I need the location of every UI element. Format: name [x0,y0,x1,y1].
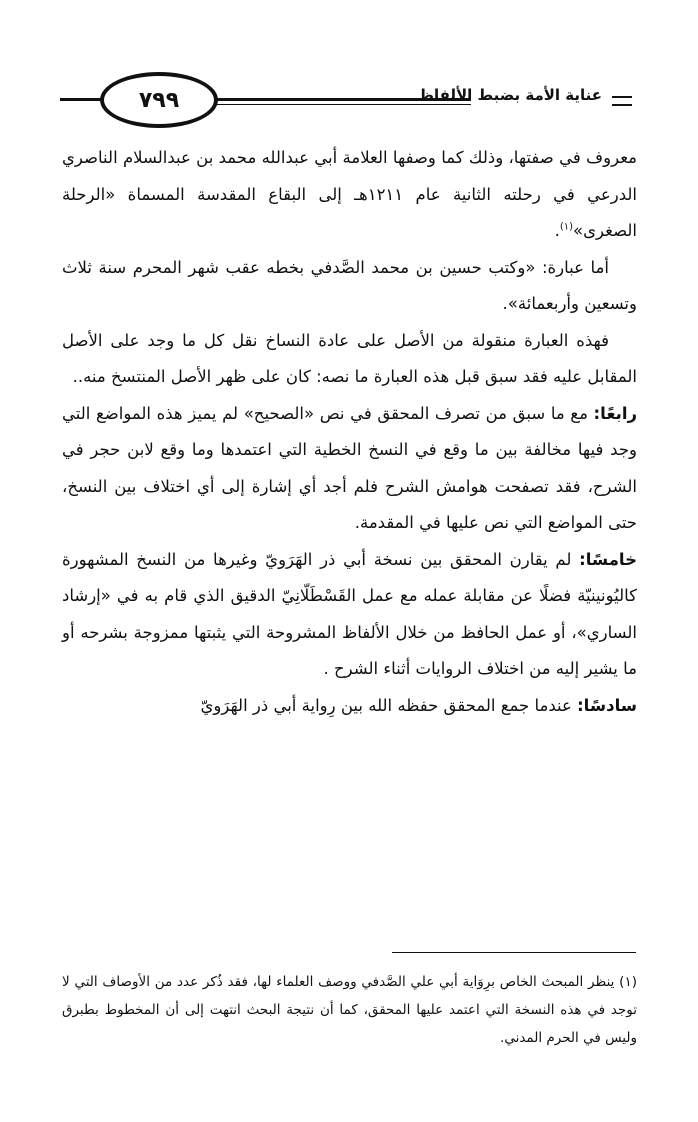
paragraph-1-text: معروف في صفتها، وذلك كما وصفها العلامة أبي عبدالله محمد بن عبدالسلام الناصري الدرعي في رحلته الثانية عام ١٢١١هـ إلى البقاع المقدسة المسماة «الرحلة الصغرى» [62,148,637,240]
footnotes [62,968,637,1052]
header-rule-left [60,98,104,101]
paragraph-2: أما عبارة: «وكتب حسين بن محمد الصَّدفي بخطه عقب شهر المحرم سنة ثلاث وتسعين وأربعمائة». [62,257,637,313]
paragraph-6-lead: سادسًا: [577,695,637,715]
running-header [60,72,632,132]
paragraph-1 [62,140,637,250]
main-text [62,140,637,724]
paragraph-4-lead: رابعًا: [593,403,637,423]
paragraph-5-text: لم يقارن المحقق بين نسخة أبي ذر الهَرَويّ وغيرها من النسخ المشهورة كاليُونينيّة فضلًا عن مقابلة عمله مع عمل القَسْطَلّانِيّ الدقيق الذي قام به في «إرشاد الساري»، أو عمل الحافظ من خلال الألفاظ المشروحة التي يثبتها ممزوجة بشرحه أو ما يشير إليه من اختلاف الروايات أثناء الشرح . [62,549,637,678]
paragraph-4-text: مع ما سبق من تصرف المحقق في نص «الصحيح» لم يميز هذه المواضع التي وجد فيها مخالفة بين ما وقع في النسخ الخطية التي اعتمدها وما وقع لابن حجر في الشرح، فقد تصفحت هوامش الشرح فلم أجد أي إشارة إلى أي اختلاف بين النسخ، حتى المواضع التي نص عليها في المقدمة. [62,403,637,532]
paragraph-1-tail: . [554,221,560,240]
paragraph-5 [62,542,637,688]
footnote-reference[interactable]: (١) [559,221,573,233]
page-number: ٧٩٩ [100,72,218,128]
paragraph-6-text: عندما جمع المحقق حفظه الله بين رِواية أبي ذر الهَرَويّ [200,695,578,715]
footnote-1-text: ينظر المبحث الخاص برِوَاية أبي علي الصَّدفي ووصف العلماء لها، فقد ذُكر عدد من الأوصاف التي لا توجد في هذه النسخة التي اعتمد عليها المحقق، كما أن نتيجة البحث انتهت إلى أن المخطوط بطبرق وليس في الحرم المدني. [62,974,637,1046]
header-rule-thin [216,104,471,105]
paragraph-5-lead: خامسًا: [579,549,637,569]
footnote-1 [62,968,637,1052]
paragraph-3: فهذه العبارة منقولة من الأصل على عادة النساخ نقل كل ما وجد على الأصل المقابل عليه فقد سبق قبل هذه العبارة ما نصه: كان على ظهر الأصل المنتسخ منه.. [62,330,637,386]
footnote-separator [392,952,636,953]
footnote-1-marker: (١) [619,974,637,990]
header-ornament [612,96,632,106]
header-title: عناية الأمة بضبط الألفاظ [418,86,602,104]
paragraph-6 [62,688,637,725]
paragraph-4 [62,396,637,542]
